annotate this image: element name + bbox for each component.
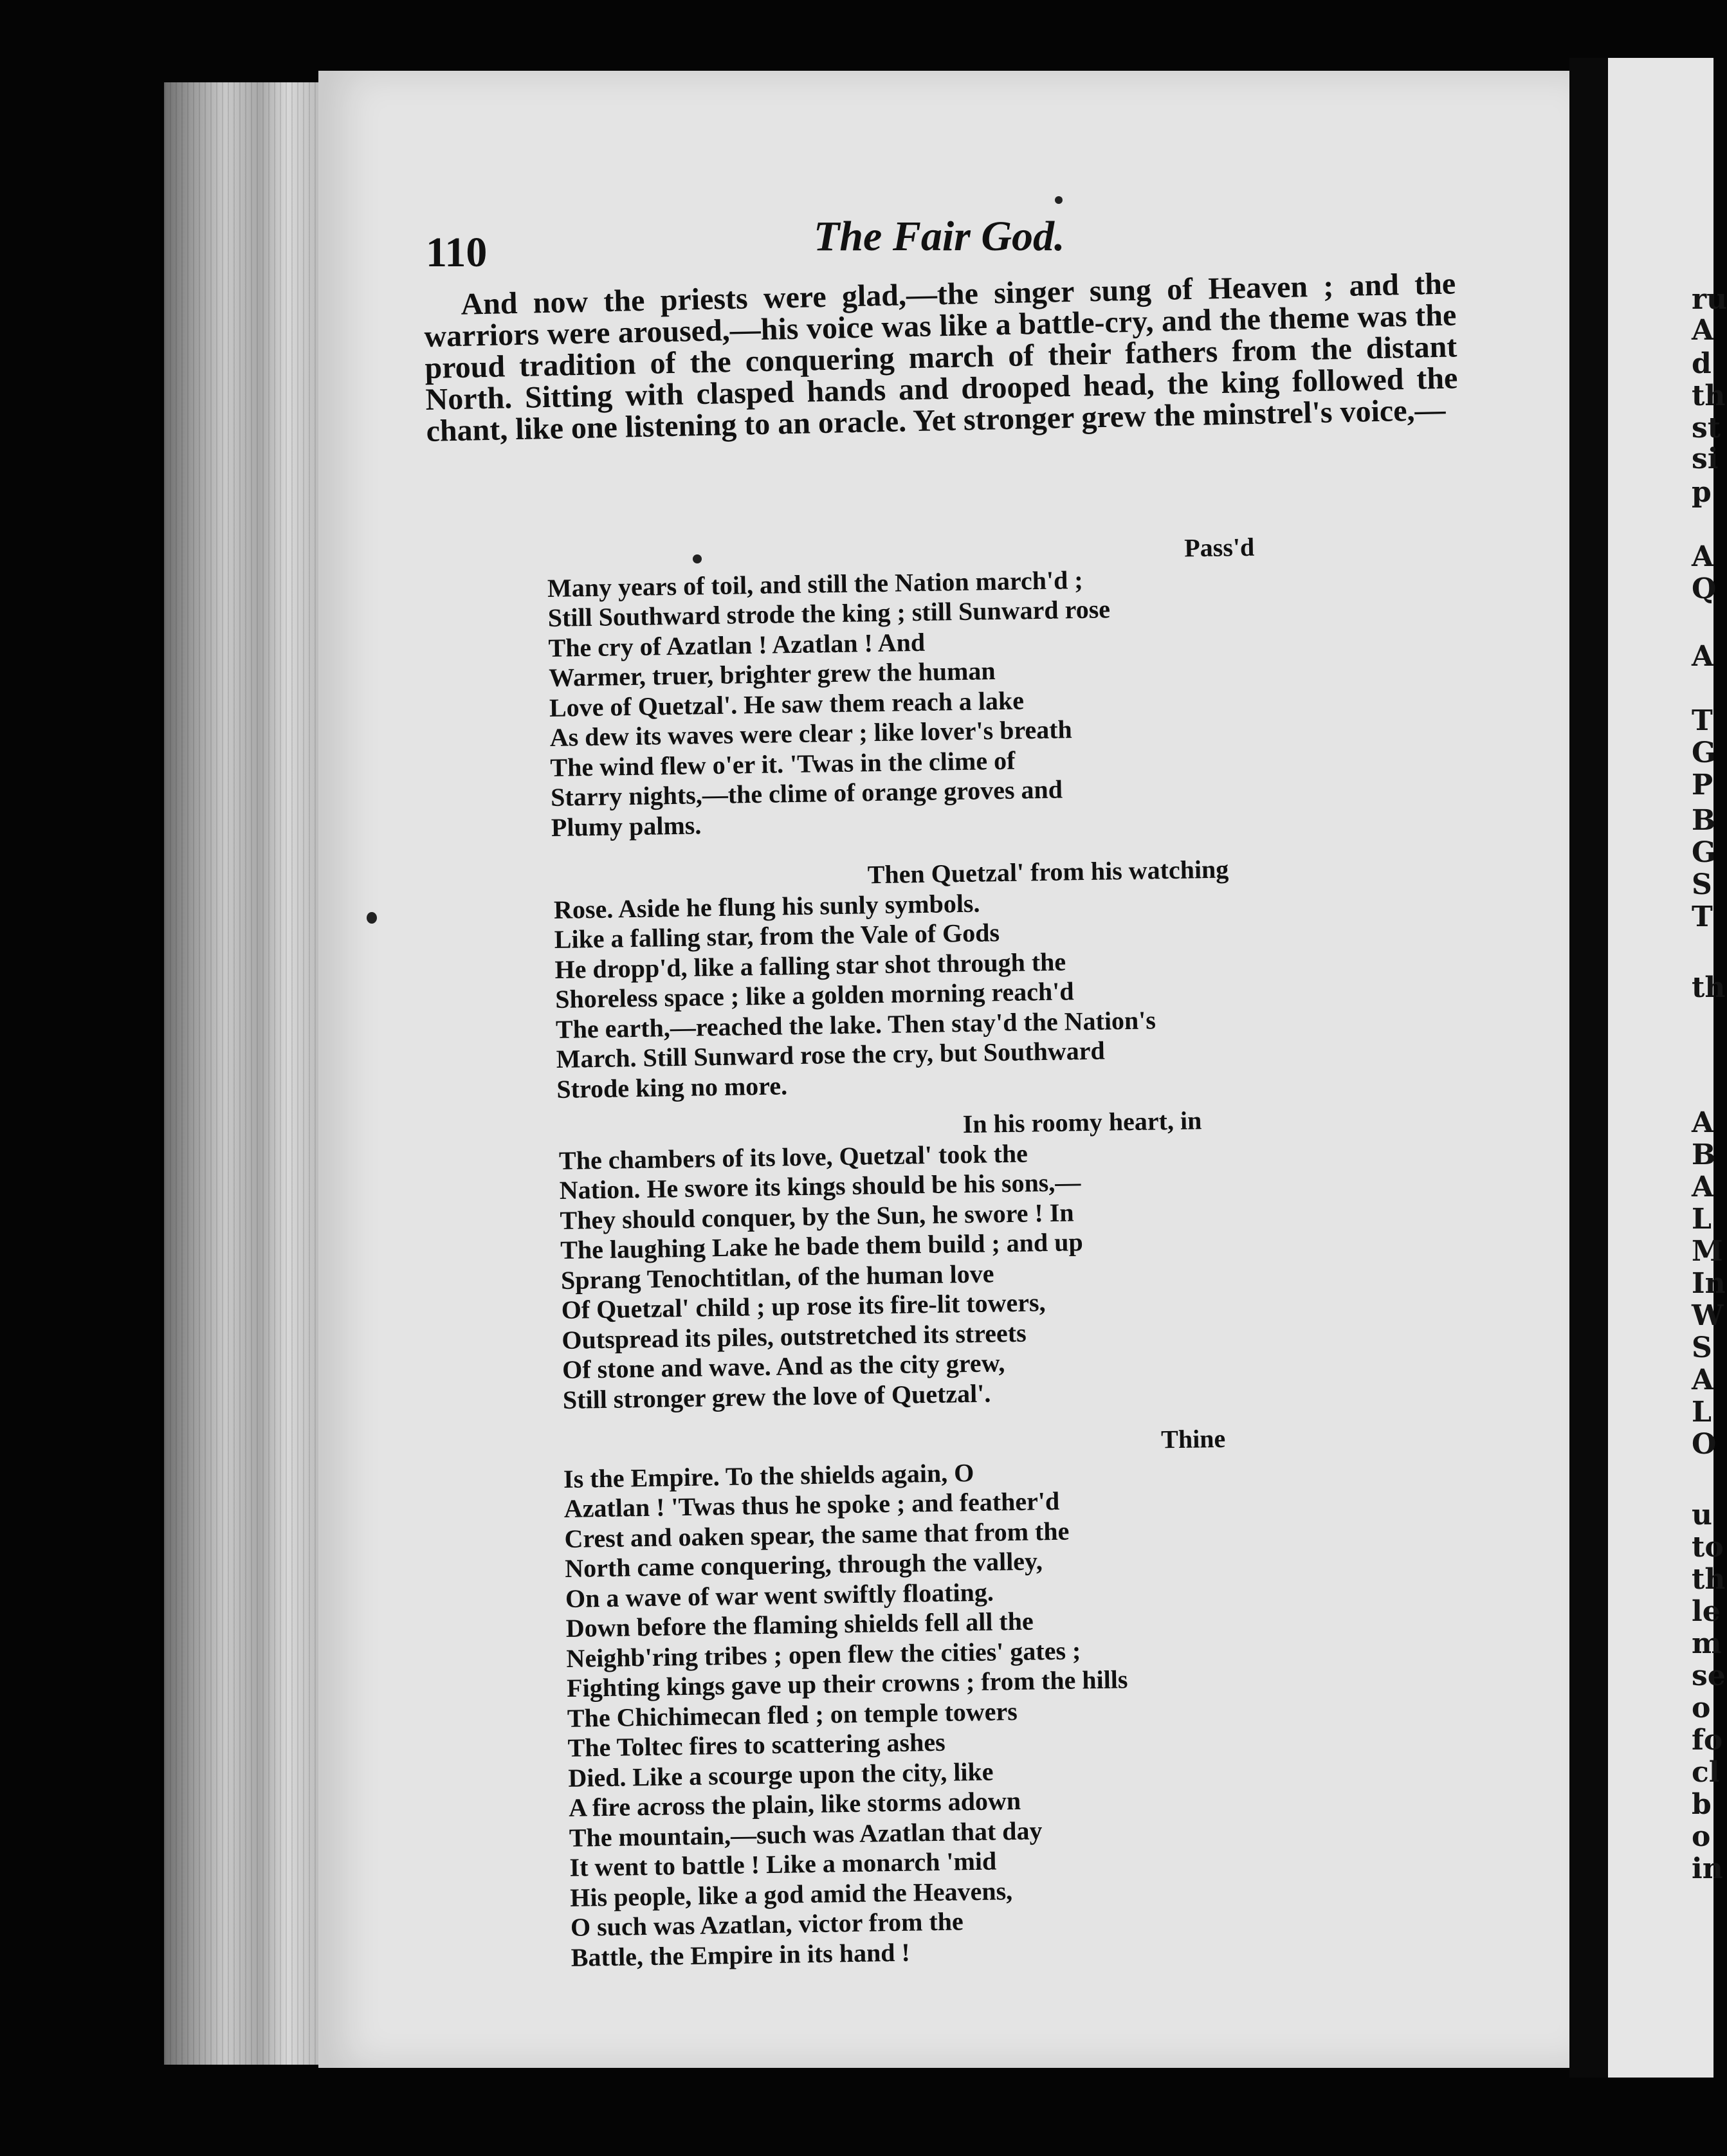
verse-line: Sprang Tenochtitlan, of the human love [560,1258,994,1295]
verse-line: Neighb'ring tribes ; open flew the cities' gates ; [566,1635,1081,1673]
facing-page-text: th [1692,971,1726,1004]
facing-page-text: cl [1692,1756,1720,1789]
verse-line: On a wave of war went swiftly floating. [565,1577,994,1613]
stanza-lead-line: Pass'd [1183,532,1255,563]
verse-line: Fighting kings gave up their crowns ; from the hills [566,1665,1128,1703]
poem-stanza [558,1106,1206,1415]
facing-page-text: p [1692,476,1712,509]
verse-line: March. Still Sunward rose the cry, but Southward [556,1036,1106,1073]
verse-line: Shoreless space ; like a golden morning reach'd [554,976,1074,1014]
verse-line: The wind flew o'er it. 'Twas in the clime of [550,745,1016,782]
verse-line: Of Quetzal' child ; up rose its fire-lit towers, [561,1288,1046,1324]
verse-line: Nation. He swore its kings should be his sons,— [559,1167,1081,1205]
verse-line: Still stronger grew the love of Quetzal'. [562,1378,991,1414]
prose-paragraph: And now the priests were glad,—the singer sung of Heaven ; and the warriors were aroused,—his voice was like a battle-cry, and the theme was the proud tradition of the conquering march of their fathers from the distant North. Sitting with clasped hands and drooped head, the king followed the chant, like one listening to an oracle. Yet stronger grew the minstrel's voice,— [423,266,1458,448]
poem-stanza [563,1424,1234,1973]
facing-page-text: O [1692,1428,1717,1461]
verse-line: Is the Empire. To the shields again, O [563,1457,974,1494]
verse-line: A fire across the plain, like storms adown [568,1786,1021,1822]
facing-page-text: u [1692,1499,1712,1531]
facing-page-text: T [1692,704,1713,737]
facing-page-text: fo [1692,1724,1723,1757]
facing-page-text: d [1692,347,1712,380]
facing-page-text: A [1692,640,1714,673]
verse-line: Strode king no more. [556,1070,788,1104]
page-number: 110 [426,229,488,276]
verse-line: Still Southward strode the king ; still Sunward rose [547,594,1111,632]
facing-page-text: In [1692,1267,1726,1300]
verse-line: He dropp'd, like a falling star shot through the [554,947,1066,984]
verse-line: The earth,—reached the lake. Then stay'd the Nation's [555,1005,1156,1044]
facing-page-text: S [1692,1331,1712,1364]
facing-page-text: B [1692,804,1716,837]
ink-spot [367,912,377,924]
verse-line: North came conquering, through the valley, [564,1546,1043,1583]
facing-page-text: th [1692,1563,1726,1596]
facing-page-text: le [1692,1595,1721,1628]
verse-line: Rose. Aside he flung his sunly symbols. [553,888,980,924]
facing-page-text: o [1692,1692,1711,1724]
facing-page-text: si [1692,443,1719,475]
facing-page-text: L [1692,1203,1712,1236]
verse-line: His people, like a god amid the Heavens, [569,1876,1013,1912]
facing-page-text: st [1692,412,1721,444]
facing-page-text: G [1692,836,1716,869]
verse-line: They should conquer, by the Sun, he swore ! In [560,1197,1074,1235]
facing-page-text: in [1692,1852,1723,1885]
facing-page-text: P [1692,769,1713,801]
verse-line: Of stone and wave. And as the city grew, [562,1348,1005,1384]
verse-line: The Chichimecan fled ; on temple towers [567,1696,1018,1733]
facing-page-text: to [1692,1531,1724,1564]
verse-line: The Toltec fires to scattering ashes [567,1727,946,1762]
facing-page-text: A [1692,314,1714,347]
facing-page-text: A [1692,1106,1714,1139]
facing-page-text: o [1692,1820,1711,1853]
ink-spot [1055,196,1063,204]
facing-page-fragment [1608,58,1727,2078]
facing-page-text: ru [1692,283,1727,316]
facing-page-text: Q [1692,572,1717,605]
facing-page-text: A [1692,540,1714,573]
ink-spot [693,554,702,563]
verse-line: Azatlan ! 'Twas thus he spoke ; and feather'd [563,1486,1060,1523]
verse-line: Crest and oaken spear, the same that from the [564,1516,1070,1553]
verse-line: Love of Quetzal'. He saw them reach a lake [549,685,1025,722]
facing-page-text: B [1692,1138,1716,1171]
facing-page-text: L [1692,1396,1712,1429]
facing-page-text: A [1692,1364,1714,1396]
verse-line: The chambers of its love, Quetzal' took the [558,1138,1028,1175]
facing-page-text: A [1692,1171,1714,1203]
verse-line: Battle, the Empire in its hand ! [571,1937,911,1972]
stanza-lead-line: Then Quetzal' from his watching [867,854,1229,890]
facing-page-text: T [1692,900,1713,933]
running-title: The Fair God. [814,213,1065,260]
facing-page-text: se [1692,1659,1726,1692]
verse-line: The cry of Azatlan ! Azatlan ! And [548,627,926,662]
facing-page-text: b [1692,1788,1712,1821]
verse-line: Plumy palms. [551,810,702,842]
verse-line: Outspread its piles, outstretched its streets [562,1318,1027,1355]
verse-line: Many years of toil, and still the Nation march'd ; [547,565,1083,603]
poem-stanza [553,855,1232,1104]
book-page-edges [164,82,318,2065]
facing-page-text: m [1692,1627,1722,1660]
verse-line: O such was Azatlan, victor from the [570,1906,964,1942]
verse-line: Warmer, truer, brighter grew the human [548,656,996,692]
poem-stanza [547,533,1259,843]
verse-line: Died. Like a scourge upon the city, like [568,1757,994,1793]
verse-line: It went to battle ! Like a monarch 'mid [569,1846,997,1882]
book-gutter [1569,58,1608,2078]
verse-line: Starry nights,—the clime of orange groves and [550,774,1063,812]
verse-line: Like a falling star, from the Vale of Gods [554,918,1000,954]
verse-line: The laughing Lake he bade them build ; and up [560,1227,1084,1265]
verse-line: The mountain,—such was Azatlan that day [569,1815,1043,1852]
facing-page-text: G [1692,736,1716,769]
verse-line: Down before the flaming shields fell all the [565,1606,1034,1643]
facing-page-text: M [1692,1235,1723,1268]
stanza-lead-line: Thine [1160,1423,1226,1454]
facing-page-text: th [1692,379,1726,412]
facing-page-text: S [1692,868,1712,901]
stanza-lead-line: In his roomy heart, in [962,1106,1202,1139]
verse-line: As dew its waves were clear ; like lover's breath [549,715,1073,752]
facing-page-text: W [1692,1299,1724,1332]
